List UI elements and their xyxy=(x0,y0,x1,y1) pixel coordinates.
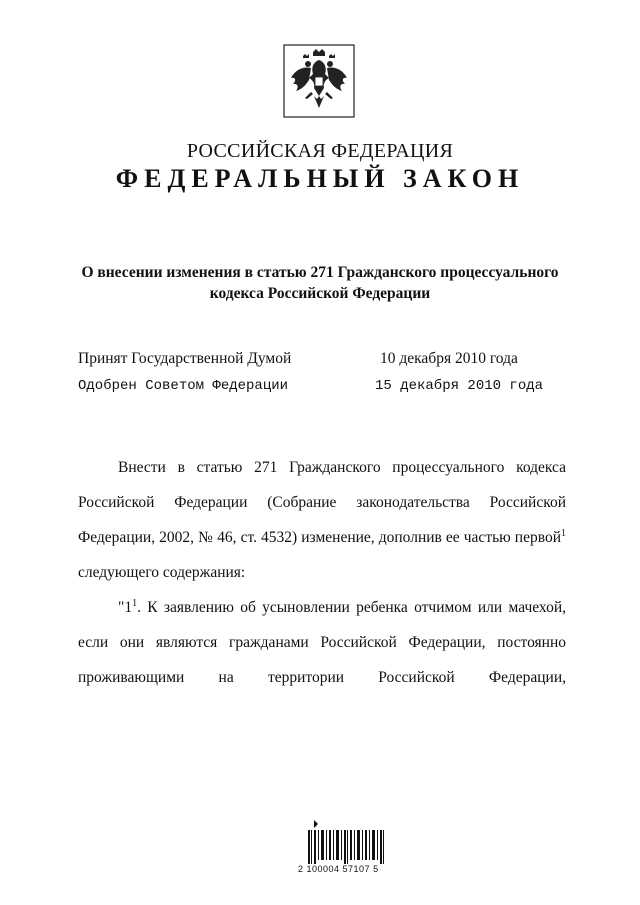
paragraph-1-main: Внести в статью 271 Гражданского процессуального кодекса Российской Федерации (Собрание законодательства Российской Федерации, 2002, № 46, ст. 4532) изменение, дополнив ее частью первой xyxy=(78,459,566,546)
council-approval-label: Одобрен Советом Федерации xyxy=(78,378,289,394)
duma-adoption-date: 10 декабря 2010 года xyxy=(380,350,518,367)
country-title: РОССИЙСКАЯ ФЕДЕРАЦИЯ xyxy=(186,140,454,162)
coat-of-arms-emblem xyxy=(283,44,355,118)
paragraph-2-sup: 1 xyxy=(132,597,138,609)
council-approval-date: 15 декабря 2010 года xyxy=(375,378,544,394)
law-type-title: ФЕДЕРАЛЬНЫЙ ЗАКОН xyxy=(115,164,525,193)
barcode-number: 2 100004 57107 5 xyxy=(298,864,379,874)
subject-line-1: О внесении изменения в статью 271 Гражданского процессуального xyxy=(81,264,559,281)
paragraph-1 xyxy=(78,450,566,590)
paragraph-1-end: следующего содержания: xyxy=(78,564,246,581)
barcode xyxy=(306,818,388,866)
paragraph-2-main: . К заявлению об усыновлении ребенка отчимом или мачехой, если они являются гражданами Российской Федерации, постоянно проживающими на территории Российской Федерации, xyxy=(78,599,566,686)
law-body xyxy=(78,450,566,695)
subject-line-2: кодекса Российской Федерации xyxy=(209,285,431,302)
duma-adoption-label: Принят Государственной Думой xyxy=(78,350,292,367)
paragraph-2-start: "1 xyxy=(118,599,133,616)
law-subject xyxy=(80,262,560,304)
paragraph-1-sup: 1 xyxy=(561,527,566,539)
paragraph-2 xyxy=(78,590,566,695)
